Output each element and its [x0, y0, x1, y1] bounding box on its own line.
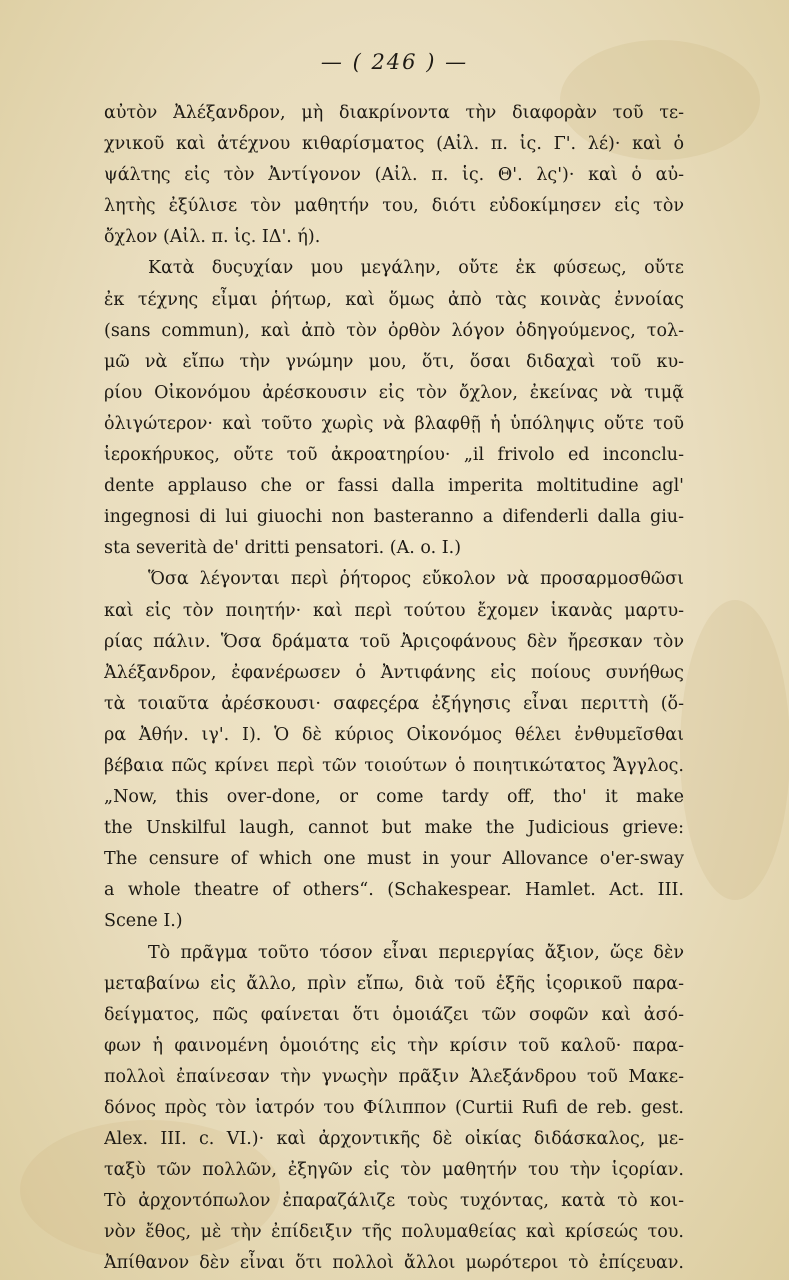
text-line: χνικοῦ καὶ ἀτέχνου κιθαρίσματος (Αἰλ. π. ἱς. Γ'. λέ)· καὶ ὁ: [104, 134, 684, 155]
text-line: sta severità de' dritti pensatori. (A. o. I.): [104, 538, 462, 559]
body-text: [104, 98, 684, 1280]
text-line: Τὸ ἀρχοντόπωλον ἐπαραζάλιζε τοὺς τυχόντας, κατὰ τὸ κοι-: [104, 1191, 684, 1212]
text-line: αὐτὸν Ἀλέξανδρον, μὴ διακρίνοντα τὴν διαφορὰν τοῦ τε-: [104, 103, 684, 123]
text-line: The censure of which one must in your Allovance o'er-sway: [104, 849, 684, 870]
text-line: ρα Ἀθήν. ιγ'. Ι). Ὁ δὲ κύριος Οἰκονόμος θέλει ἐνθυμεῖσθαι: [104, 724, 684, 745]
text-line: δόνος πρὸς τὸν ἰατρόν του Φίλιππον (Curtii Rufi de reb. gest.: [104, 1098, 684, 1118]
text-line: dente applauso che or fassi dalla imperita moltitudine agl': [104, 476, 684, 497]
text-line: ὄχλον (Αἰλ. π. ἱς. ΙΔ'. ή).: [104, 227, 321, 248]
text-line: the Unskilful laugh, cannot but make the Judicious grieve:: [104, 818, 684, 839]
text-line: καὶ εἰς τὸν ποιητήν· καὶ περὶ τούτου ἔχομεν ἱκανὰς μαρτυ-: [104, 600, 684, 621]
text-line: ψάλτης εἰς τὸν Ἀντίγονον (Αἰλ. π. ἱς. Θ'. λς')· καὶ ὁ αὐ-: [104, 165, 684, 186]
text-line: „Now, this over-done, or come tardy off, tho' it make: [104, 787, 684, 808]
text-line: Alex. III. c. VI.)· καὶ ἀρχοντικῆς δὲ οἰκίας διδάσκαλος, με-: [104, 1129, 684, 1150]
text-line: μεταβαίνω εἰς ἄλλο, πρὶν εἴπω, διὰ τοῦ ἑξῆς ἱςορικοῦ παρα-: [104, 973, 684, 994]
text-line: (sans commun), καὶ ἀπὸ τὸν ὀρθὸν λόγον ὁδηγούμενος, τολ-: [104, 320, 684, 341]
text-line: βέβαια πῶς κρίνει περὶ τῶν τοιούτων ὁ ποιητικώτατος Ἄγγλος.: [104, 755, 684, 776]
text-line: ἐκ τέχνης εἶμαι ῥήτωρ, καὶ ὅμως ἀπὸ τὰς κοινὰς ἐννοίας: [104, 289, 684, 310]
text-line: Scene I.): [104, 911, 183, 932]
text-line: Τὸ πρᾶγμα τοῦτο τόσον εἶναι περιεργίας ἄξιον, ὥςε δὲν: [148, 942, 684, 963]
page-number: — ( 246 ) —: [320, 50, 469, 74]
text-line: Κατὰ δυςυχίαν μου μεγάλην, οὔτε ἐκ φύσεως, οὔτε: [148, 258, 684, 279]
text-line: ἱεροκήρυκος, οὔτε τοῦ ἀκροατηρίου· „il frivolo ed inconclu-: [104, 445, 684, 466]
text-line: φων ἡ φαινομένη ὁμοιότης εἰς τὴν κρίσιν τοῦ καλοῦ· παρα-: [104, 1035, 684, 1056]
text-line: δείγματος, πῶς φαίνεται ὅτι ὁμοιάζει τῶν σοφῶν καὶ ἀσό-: [104, 1004, 684, 1025]
text-line: ρίας πάλιν. Ὅσα δράματα τοῦ Ἀριςοφάνους δὲν ἤρεσκαν τὸν: [104, 631, 684, 652]
text-line: νὸν ἔθος, μὲ τὴν ἐπίδειξιν τῆς πολυμαθείας καὶ κρίσεώς του.: [104, 1222, 684, 1243]
text-line: πολλοὶ ἐπαίνεσαν τὴν γνωςὴν πρᾶξιν Ἀλεξάνδρου τοῦ Μακε-: [104, 1066, 684, 1087]
text-line: Ἀπίθανον δὲν εἶναι ὅτι πολλοὶ ἄλλοι μωρότεροι τὸ ἐπίςευαν.: [104, 1253, 684, 1274]
text-line: τὰ τοιαῦτα ἀρέσκουσι· σαφεςέρα ἐξήγησις εἶναι περιττὴ (ὅ-: [104, 693, 684, 714]
text-line: ταξὺ τῶν πολλῶν, ἐξηγῶν εἰς τὸν μαθητήν του τὴν ἱςορίαν.: [104, 1160, 684, 1181]
text-line: λητὴς ἐξύλισε τὸν μαθητήν του, διότι εὐδοκίμησεν εἰς τὸν: [104, 196, 684, 217]
text-line: ρίου Οἰκονόμου ἀρέσκουσιν εἰς τὸν ὄχλον, ἐκείνας νὰ τιμᾷ: [104, 382, 684, 403]
text-line: Ἀλέξανδρον, ἐφανέρωσεν ὁ Ἀντιφάνης εἰς ποίους συνήθως: [104, 662, 684, 683]
text-line: μῶ νὰ εἴπω τὴν γνώμην μου, ὅτι, ὅσαι διδαχαὶ τοῦ κυ-: [104, 351, 684, 372]
text-line: a whole theatre of others“. (Schakespear. Hamlet. Act. III.: [104, 880, 684, 901]
text-line: Ὅσα λέγονται περὶ ῥήτορος εὔκολον νὰ προσαρμοσθῶσι: [148, 569, 684, 590]
text-line: ingegnosi di lui giuochi non basteranno a difenderli dalla giu-: [104, 507, 684, 528]
text-line: ὀλιγώτερον· καὶ τοῦτο χωρὶς νὰ βλαφθῇ ἡ ὑπόληψις οὔτε τοῦ: [104, 413, 684, 434]
paper-stain: [680, 600, 789, 900]
